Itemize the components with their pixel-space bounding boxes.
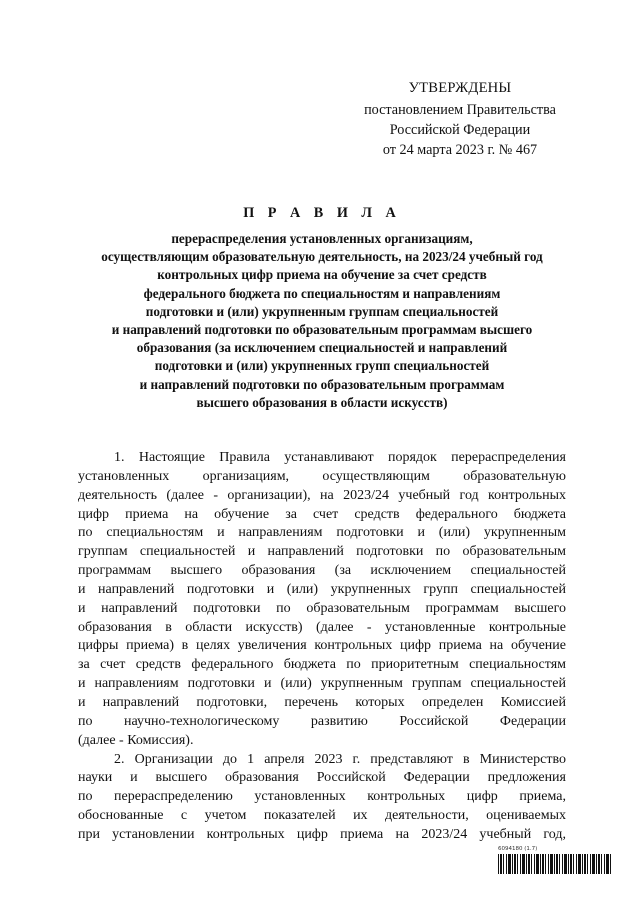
paragraph-1 <box>78 449 566 751</box>
text-line: при установлении контрольных цифр приема на 2023/24 учебный год, <box>78 826 566 842</box>
text-line: по специальностям и направлениям подготовки и (или) укрупненным <box>78 525 566 541</box>
text-line: по перераспределению установленных контрольных цифр приема, <box>78 789 566 805</box>
text-line: 1. Настоящие Правила устанавливают порядок перераспределения <box>114 450 566 465</box>
text-line: и направлениям подготовки и (или) укрупненным группам специальностей <box>78 676 566 692</box>
text-line: группам специальностей и направлений подготовки по образовательным <box>78 544 566 560</box>
document-subtitle <box>66 230 578 412</box>
subtitle-line: контрольных цифр приема на обучение за счет средств <box>157 267 487 283</box>
subtitle-line: перераспределения установленных организациям, <box>171 231 473 246</box>
barcode-image <box>498 854 612 874</box>
paragraph-2 <box>78 751 566 845</box>
subtitle-line: осуществляющим образовательную деятельность, на 2023/24 учебный год <box>101 249 543 265</box>
subtitle-line: высшего образования в области искусств) <box>196 394 448 410</box>
text-line: по научно-технологическому развитию Российской Федерации <box>78 713 566 729</box>
text-line: и направлений подготовки, перечень которых определен Комиссией <box>78 694 566 710</box>
text-line: и направлений подготовки по образовательным программам высшего <box>78 600 566 616</box>
text-line: 2. Организации до 1 апреля 2023 г. представляют в Министерство <box>114 751 566 767</box>
text-line: за счет средств федерального бюджета по приоритетным специальностям <box>78 657 566 673</box>
text-line: деятельность (далее - организации), на 2023/24 учебный год контрольных <box>78 487 566 503</box>
approval-stamp <box>340 78 580 160</box>
approval-line: Российской Федерации <box>389 122 531 138</box>
approval-date-line: от 24 марта 2023 г. № 467 <box>382 142 538 158</box>
text-line: обоснованные с учетом показателей их деятельности, оцениваемых <box>78 808 566 824</box>
text-line: установленных организациям, осуществляющим образовательную <box>78 468 566 484</box>
text-line: цифры приема) в целях увеличения контрольных цифр приема на обучение <box>78 638 566 654</box>
text-line: образования в области искусств) (далее - установленные контрольные <box>78 619 566 635</box>
text-line: и направлений подготовки и (или) укрупненных групп специальностей <box>78 581 566 597</box>
text-line: науки и высшего образования Российской Федерации предложения <box>78 770 566 786</box>
document-heading: П Р А В И Л А <box>243 205 401 221</box>
text-line: цифр приема на обучение за счет средств федерального бюджета <box>78 506 566 522</box>
text-line: (далее - Комиссия). <box>78 732 194 748</box>
approval-title: УТВЕРЖДЕНЫ <box>408 80 512 96</box>
subtitle-line: федерального бюджета по специальностям и направлениям <box>143 285 501 301</box>
subtitle-line: образования (за исключением специальностей и направлений <box>136 340 508 356</box>
document-body <box>78 449 566 845</box>
approval-line: постановлением Правительства <box>364 102 556 118</box>
subtitle-line: подготовки и (или) укрупненных групп специальностей <box>154 358 490 374</box>
subtitle-line: и направлений подготовки по образовательным программам высшего <box>111 322 533 338</box>
document-code: 6094180 (1.7) <box>498 846 538 852</box>
subtitle-line: и направлений подготовки по образовательным программам <box>139 376 505 392</box>
subtitle-line: подготовки и (или) укрупненным группам специальностей <box>145 303 499 319</box>
text-line: программам высшего образования (за исключением специальностей <box>78 563 566 579</box>
